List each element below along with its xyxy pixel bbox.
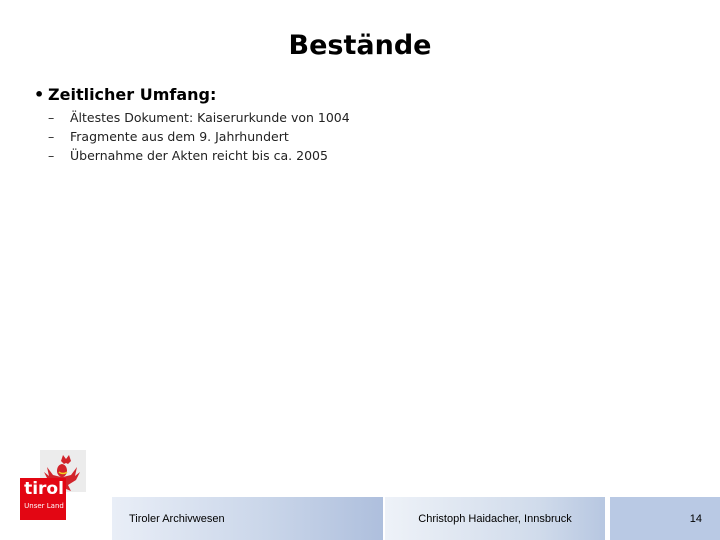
sub-item-text: Ältestes Dokument: Kaiserurkunde von 1004 [70,110,350,125]
footer-organization-text: Tiroler Archivwesen [129,512,225,525]
sub-marker: – [48,110,55,125]
sub-item [48,146,350,165]
bullet-text: Zeitlicher Umfang: [48,85,217,104]
bullet-item [34,85,350,104]
sub-item-text: Fragmente aus dem 9. Jahrhundert [70,129,289,144]
sub-item [48,108,350,127]
sub-list [48,108,350,165]
footer-page-number [610,497,720,540]
content-area [34,85,350,165]
sub-item [48,127,350,146]
footer-author [385,497,605,540]
slide-title: Bestände [288,30,432,61]
bullet-marker: • [34,85,45,104]
logo-text: tirol [24,479,64,499]
sub-item-text: Übernahme der Akten reicht bis ca. 2005 [70,148,328,163]
sub-marker: – [48,129,55,144]
footer-organization [112,497,383,540]
logo-subtext: Unser Land [24,502,64,510]
tirol-logo [20,450,86,522]
page-number: 14 [689,512,702,525]
sub-marker: – [48,148,55,163]
footer-author-text: Christoph Haidacher, Innsbruck [418,512,572,525]
